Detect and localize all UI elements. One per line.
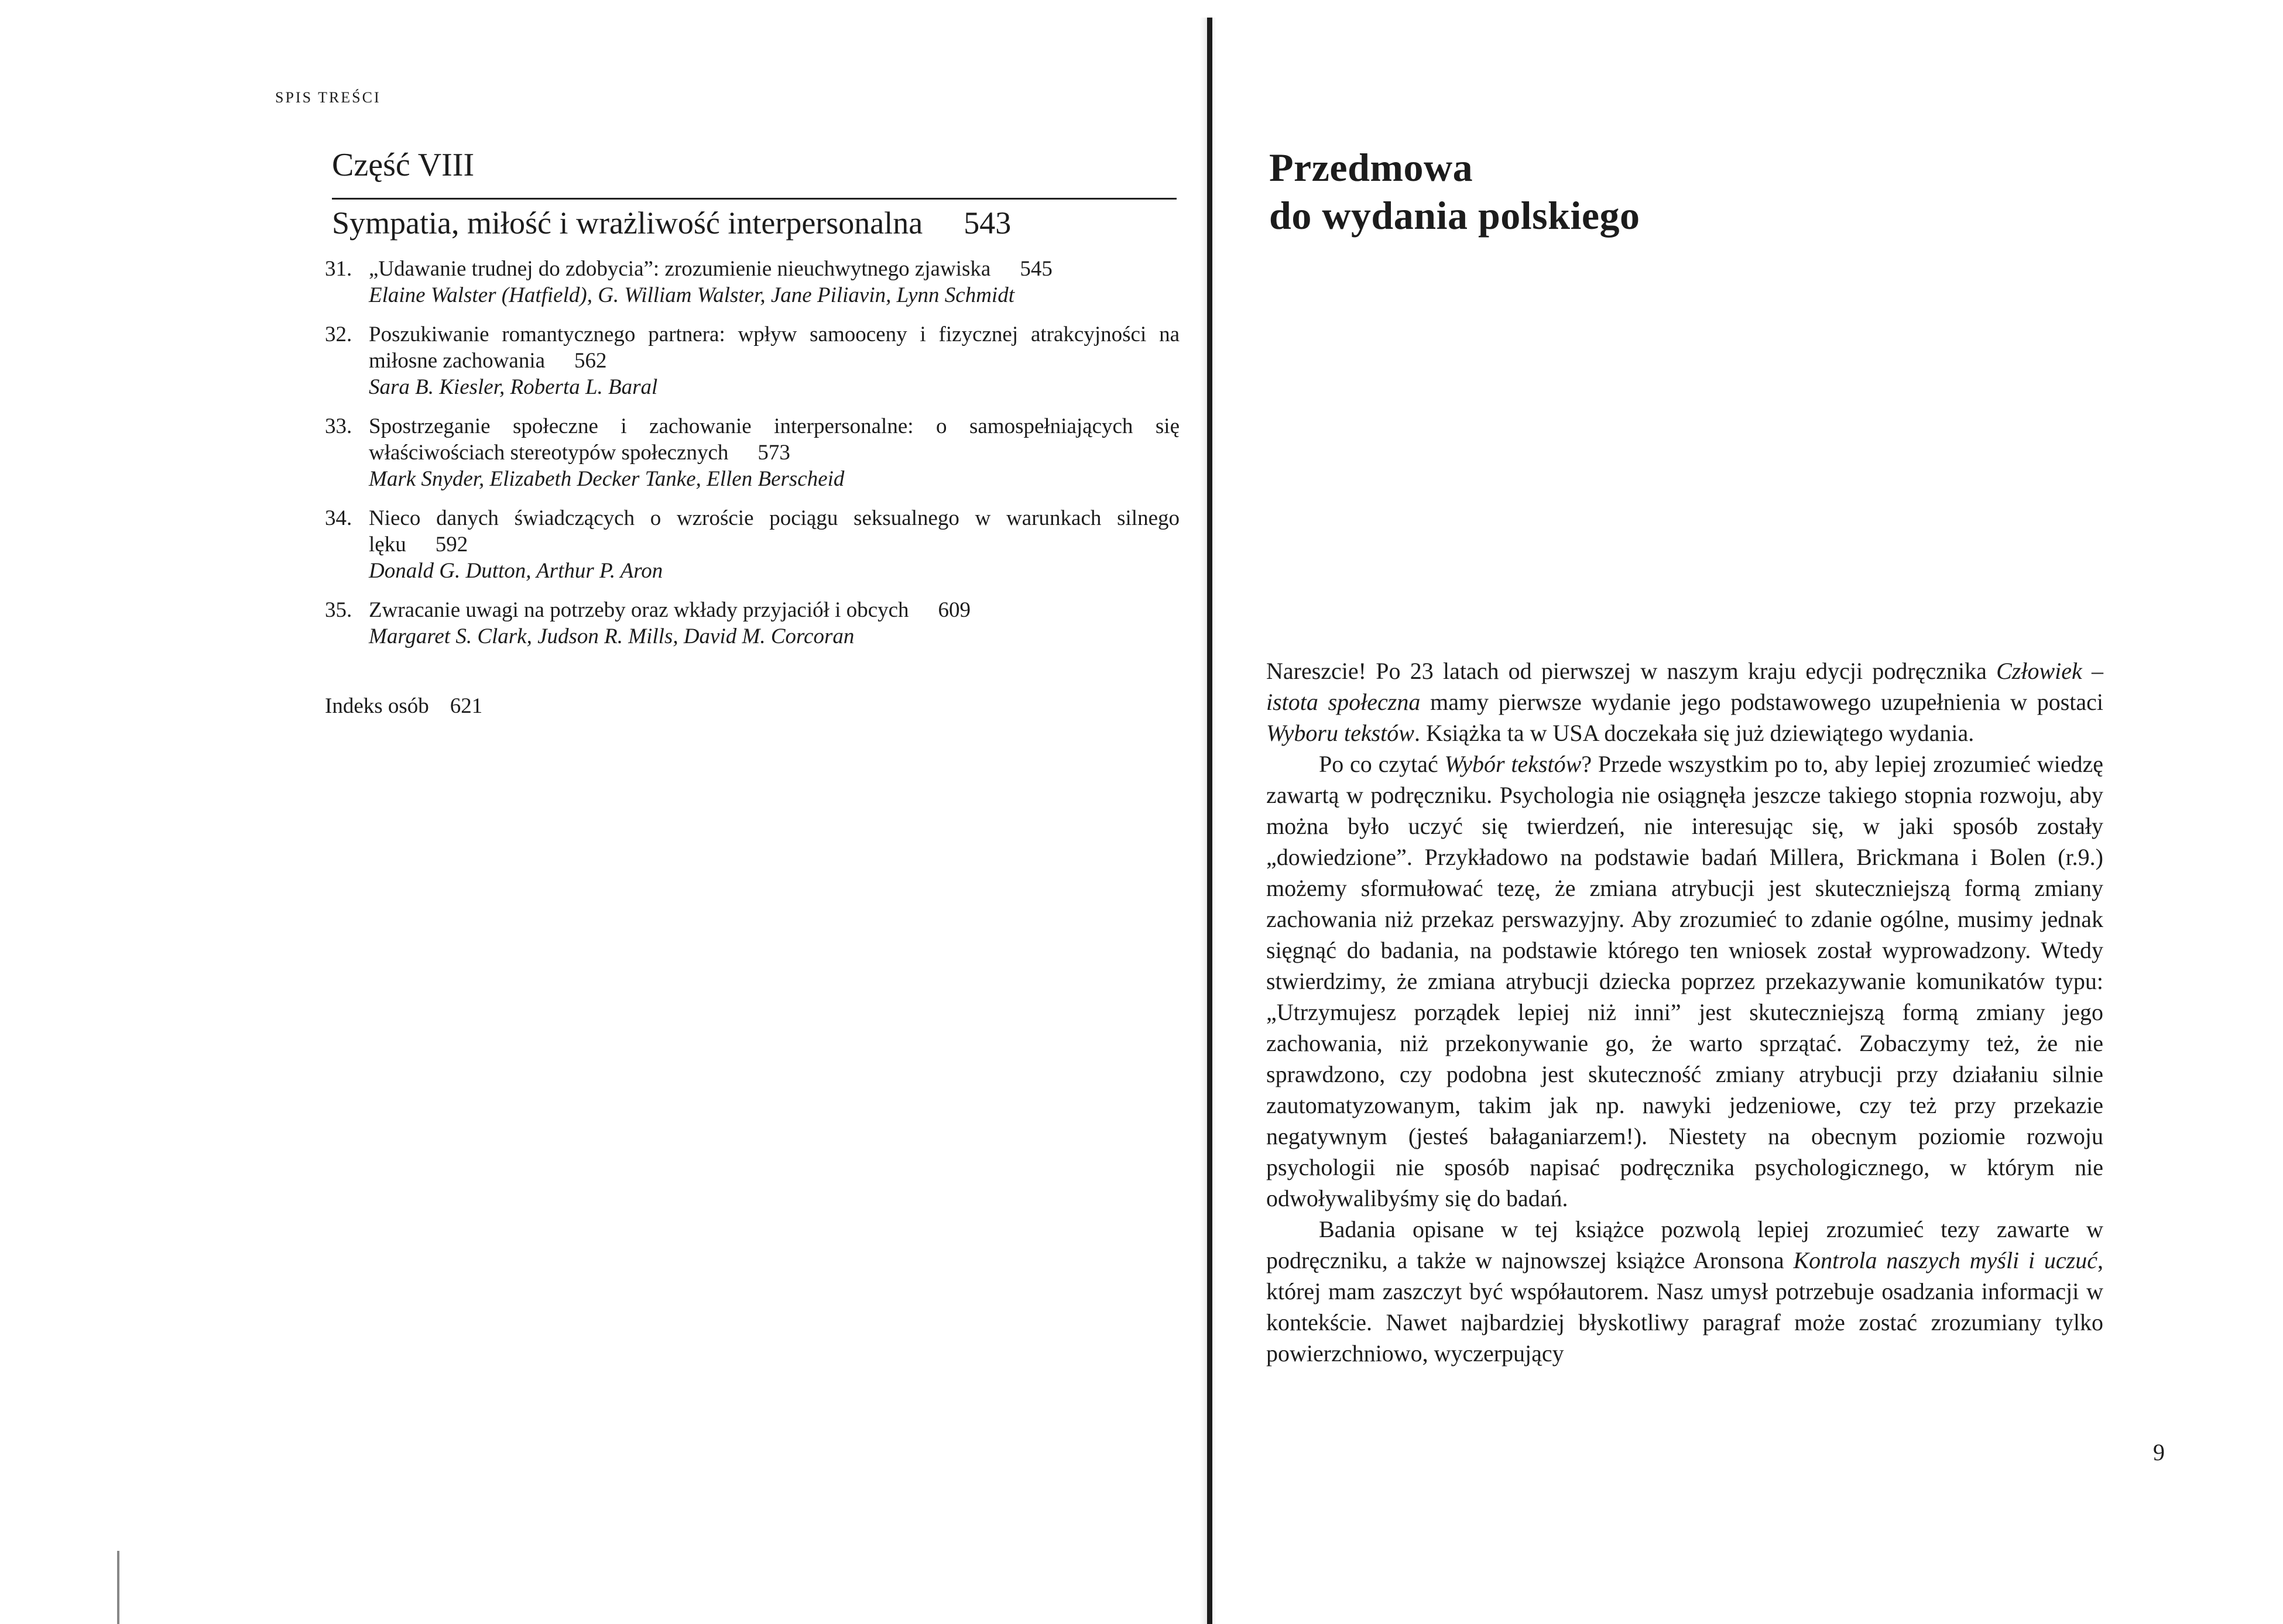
toc-entry-title: Nieco danych świadczących o wzroście pociągu seksualnego w warunkach silnego lęku (369, 506, 1180, 557)
toc-entry (325, 505, 1180, 584)
toc-entry-number: 33. (325, 414, 352, 438)
toc-list (325, 256, 1180, 662)
toc-entry-number: 32. (325, 322, 352, 346)
toc-entry-page: 592 (435, 533, 468, 557)
toc-entry (325, 413, 1180, 492)
toc-entry-page: 573 (757, 441, 790, 465)
foreword-italic-run: Wybór tekstów (1444, 751, 1582, 777)
foreword-body (1266, 655, 2103, 1369)
toc-entry-page: 562 (574, 349, 607, 373)
toc-entry-page: 609 (938, 598, 971, 622)
part-title (332, 205, 1011, 241)
foreword-paragraph (1266, 749, 2103, 1214)
toc-entry-authors: Sara B. Kiesler, Roberta L. Baral (369, 375, 658, 399)
toc-entry-title: „Udawanie trudnej do zdobycia”: zrozumienie nieuchwytnego zjawiska (369, 257, 991, 281)
toc-entry (325, 597, 1180, 650)
part-divider-rule (332, 198, 1177, 200)
index-page: 621 (450, 694, 483, 718)
toc-entry-authors: Mark Snyder, Elizabeth Decker Tanke, Ellen Berscheid (369, 467, 845, 491)
toc-entry-authors: Elaine Walster (Hatfield), G. William Walster, Jane Piliavin, Lynn Schmidt (369, 283, 1014, 307)
toc-index-entry (325, 693, 482, 719)
page-number: 9 (2153, 1439, 2165, 1465)
foreword-title-line-2: do wydania polskiego (1269, 193, 1640, 238)
foreword-paragraph (1266, 1214, 2103, 1369)
foreword-title (1269, 143, 1640, 239)
foreword-text-run: , której mam zaszczyt być współautorem. Nasz umysł potrzebuje osadzania informacji w kontekście. Nawet najbardziej błyskotliwy paragraf może zostać zrozumiany tylko powierzchniowo, wyczerpujący (1266, 1247, 2104, 1367)
toc-entry-authors: Margaret S. Clark, Judson R. Mills, David M. Corcoran (369, 624, 855, 648)
index-label: Indeks osób (325, 694, 429, 718)
foreword-italic-run: Wyboru tekstów (1266, 720, 1414, 746)
foreword-italic-run: Kontrola naszych myśli i uczuć (1793, 1247, 2098, 1273)
part-title-text: Sympatia, miłość i wrażliwość interpersonalna (332, 205, 923, 241)
foreword-title-line-1: Przedmowa (1269, 145, 1473, 190)
foreword-paragraph (1266, 655, 2103, 749)
toc-entry-page: 545 (1020, 257, 1053, 281)
foreword-text-run: mamy pierwsze wydanie jego podstawowego uzupełnienia w postaci (1420, 689, 2103, 715)
running-head: SPIS TREŚCI (275, 89, 381, 106)
toc-entry-title: Spostrzeganie społeczne i zachowanie interpersonalne: o samospełniających się właściwościach stereotypów społecznych (369, 414, 1180, 465)
toc-entry-number: 35. (325, 598, 352, 622)
part-label: Część VIII (332, 147, 475, 183)
part-title-page: 543 (964, 205, 1012, 241)
foreword-text-run: Po co czytać (1319, 751, 1445, 777)
foreword-italic-run: Człowiek – istota społeczna (1266, 658, 2103, 715)
toc-entry (325, 256, 1180, 308)
toc-entry-title: Poszukiwanie romantycznego partnera: wpływ samooceny i fizycznej atrakcyjności na miłosne zachowania (369, 322, 1180, 373)
toc-entry (325, 321, 1180, 400)
foreword-text-run: Badania opisane w tej książce pozwolą lepiej zrozumieć tezy zawarte w podręczniku, a także w najnowszej książce Aronsona (1266, 1216, 2103, 1273)
toc-entry-authors: Donald G. Dutton, Arthur P. Aron (369, 559, 663, 583)
toc-entry-number: 34. (325, 506, 352, 530)
foreword-text-run: Nareszcie! Po 23 latach od pierwszej w naszym kraju edycji podręcznika (1266, 658, 1997, 684)
toc-entry-number: 31. (325, 257, 352, 281)
foreword-text-run: . Książka ta w USA doczekała się już dziewiątego wydania. (1414, 720, 1975, 746)
foreword-text-run: ? Przede wszystkim po to, aby lepiej zrozumieć wiedzę zawartą w podręczniku. Psychologia nie osiągnęła jeszcze takiego stopnia rozwoju, aby można było uczyć się twierdzeń, nie interesując się, w jaki sposób zostały „dowiedzione”. Przykładowo na podstawie badań Millera, Brickmana i Bolen (r.9.) możemy sformułować tezę, że zmiana atrybucji jest skuteczniejszą formą zmiany zachowania niż przekaz perswazyjny. Aby zrozumieć to zdanie ogólne, musimy jednak sięgnąć do badania, na podstawie którego ten wniosek został wyprowadzony. Wtedy stwierdzimy, że zmiana atrybucji dziecka poprzez przekazywanie komunikatów typu: „Utrzymujesz porządek lepiej niż inni” jest skuteczniejszą formą zmiany jego zachowania, niż przekonywanie go, że warto sprzątać. Zobaczymy też, że nie sprawdzono, czy podobna jest skuteczność zmiany atrybucji przy działaniu silnie zautomatyzowanym, takim jak np. nawyki jedzeniowe, czy też przy przekazie negatywnym (jesteś bałaganiarzem!). Niestety na obecnym poziomie rozwoju psychologii nie sposób napisać podręcznika psychologicznego, w którym nie odwoływalibyśmy się do badań. (1266, 751, 2103, 1211)
toc-entry-title: Zwracanie uwagi na potrzeby oraz wkłady przyjaciół i obcych (369, 598, 909, 622)
